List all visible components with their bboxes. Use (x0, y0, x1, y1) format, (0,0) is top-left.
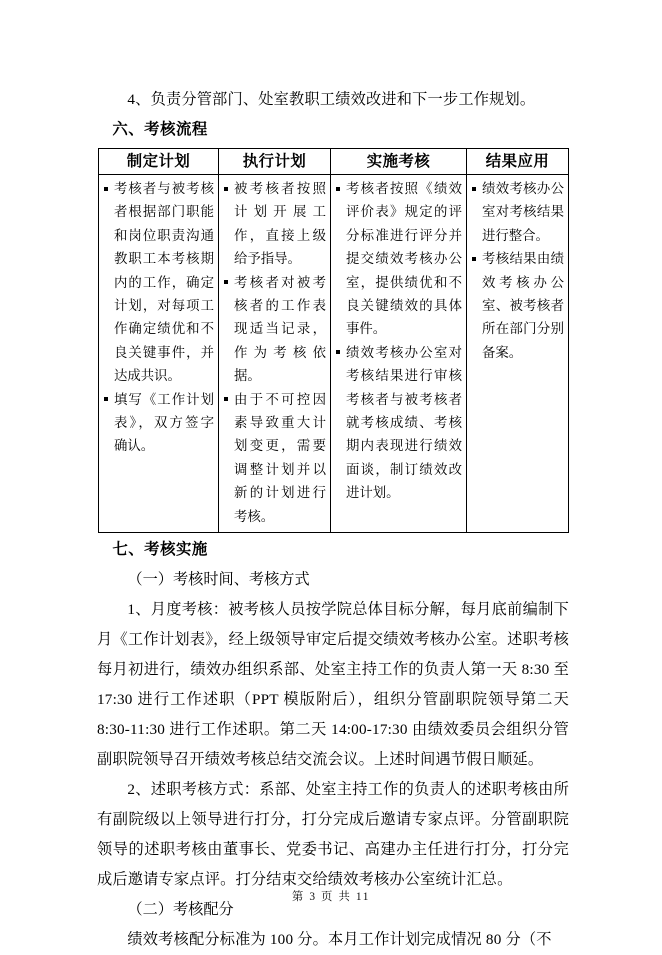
table-header-cell-apply: 结果应用 (467, 149, 569, 175)
paragraph-score-allocation: 绩效考核配分标准为 100 分。本月工作计划完成情况 80 分（不 (127, 931, 552, 949)
bullet-list-assess (335, 177, 462, 505)
bullet-list-execute (223, 177, 326, 528)
table-cell-apply (467, 175, 569, 533)
subsection-heading-two: （二）考核配分 (127, 901, 234, 919)
page-content (97, 85, 569, 955)
bullet-list-plan (103, 177, 214, 458)
section-heading-seven: 七、考核实施 (112, 541, 208, 559)
list-item: 由于不可控因素导致重大计划变更，需要调整计划并以新的计划进行考核。 (223, 388, 326, 528)
section-heading-six: 六、考核流程 (112, 121, 208, 138)
table-header-row (99, 149, 569, 175)
paragraph-monthly-assessment: 1、月度考核：被考核人员按学院总体目标分解，每月底前编制下月《工作计划表》，经上级领导审定后提交绩效考核办公室。述职考核每月初进行，绩效办组织系部、处室主持工作的负责人第一天 8:30 至 17:30 进行工作述职（PPT 模版附后），组织分管副职院领导第二天 8:30-11:30 进行工作述职。第二天 14:00-17:30 由绩效委员会组织分管副职院领导召开绩效考核总结交流会议。上述时间遇节假日顺延。 (97, 601, 569, 769)
assessment-flow-table (98, 148, 569, 533)
table-header-cell-plan: 制定计划 (99, 149, 219, 175)
table-header-cell-assess: 实施考核 (331, 149, 467, 175)
page-footer: 第 3 页 共 11 (291, 891, 371, 903)
table-cell-assess (331, 175, 467, 533)
list-item: 填写《工作计划表》，双方签字确认。 (103, 388, 214, 458)
subsection-heading-one: （一）考核时间、考核方式 (127, 571, 310, 589)
list-item: 绩效考核办公室对考核结果进行审核考核者与被考核者就考核成绩、考核期内表现进行绩效面谈，制订绩效改进计划。 (335, 341, 462, 505)
bullet-list-apply (471, 177, 564, 364)
paragraph-report-method: 2、述职考核方式：系部、处室主持工作的负责人的述职考核由所有副院级以上领导进行打分，打分完成后邀请专家点评。分管副职院领导的述职考核由董事长、党委书记、高建办主任进行打分，打分完成后邀请专家点评。打分结束交给绩效考核办公室统计汇总。 (97, 781, 569, 889)
table-cell-plan (99, 175, 219, 533)
list-item: 考核者与被考核者根据部门职能和岗位职责沟通教职工本考核期内的工作，确定计划，对每项工作确定绩优和不良关键事件，并达成共识。 (103, 177, 214, 388)
list-item: 考核者按照《绩效评价表》规定的评分标准进行评分并提交绩效考核办公室，提供绩优和不良关键绩效的具体事件。 (335, 177, 462, 341)
list-item: 绩效考核办公室对考核结果进行整合。 (471, 177, 564, 247)
lead-paragraph: 4、负责分管部门、处室教职工绩效改进和下一步工作规划。 (127, 91, 536, 108)
list-item: 考核者对被考核者的工作表现适当记录，作为考核依据。 (223, 271, 326, 388)
table-row (99, 175, 569, 533)
list-item: 被考核者按照计划开展工作，直接上级给予指导。 (223, 177, 326, 271)
table-header-cell-execute: 执行计划 (219, 149, 331, 175)
list-item: 考核结果由绩效考核办公室、被考核者所在部门分别备案。 (471, 247, 564, 364)
table-cell-execute (219, 175, 331, 533)
